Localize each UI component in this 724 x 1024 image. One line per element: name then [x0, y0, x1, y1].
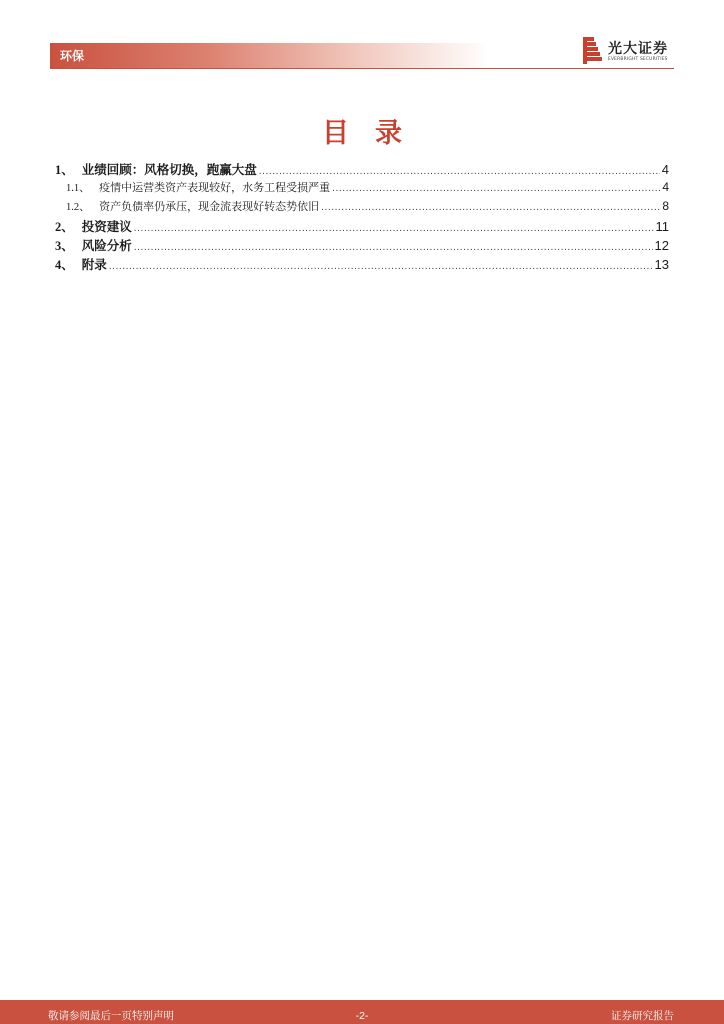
- toc-entry-separator: 、: [79, 181, 91, 194]
- toc-page-number: 12: [654, 238, 669, 253]
- toc-dot-leader: [259, 167, 660, 177]
- toc-subsection-link[interactable]: [55, 179, 669, 198]
- toc-entry-number: 2: [55, 220, 62, 234]
- toc-subsection-link[interactable]: [55, 198, 669, 217]
- toc-entry-number: 3: [55, 239, 62, 253]
- company-logo: [582, 37, 674, 65]
- toc-entry-title: 疫情中运营类资产表现较好，水务工程受损严重: [99, 181, 331, 194]
- logo-chinese-name: 光大证券: [608, 41, 668, 57]
- toc-entry-separator: 、: [61, 238, 74, 253]
- toc-page-number: 4: [662, 180, 669, 194]
- header-divider: [50, 68, 674, 69]
- toc-page-number: 4: [661, 162, 669, 177]
- toc-entry-separator: 、: [61, 219, 74, 234]
- toc-dot-leader: [109, 262, 653, 272]
- header-banner: [50, 43, 490, 68]
- toc-entry-number: 1: [55, 163, 62, 177]
- toc-entry-separator: 、: [79, 200, 91, 213]
- toc-dot-leader: [321, 203, 660, 213]
- toc-entry-number: 1.1: [66, 183, 80, 194]
- toc-heading: 目录: [322, 118, 428, 149]
- toc-dot-leader: [332, 184, 660, 194]
- toc-entry-number: 1.2: [66, 202, 80, 213]
- toc-section-link[interactable]: [55, 217, 669, 236]
- page-number: -2-: [355, 1010, 369, 1022]
- toc-dot-leader: [134, 243, 653, 253]
- report-type: 证券研究报告: [611, 1010, 674, 1022]
- logo-english-name: EVERBRIGHT SECURITIES: [608, 57, 668, 62]
- toc-entry-separator: 、: [61, 257, 74, 272]
- toc-section-link[interactable]: [55, 255, 669, 274]
- toc-entry-title: 资产负债率仍承压，现金流表现好转态势依旧: [99, 200, 320, 213]
- toc-entry-title: 附录: [81, 257, 107, 272]
- toc-page-number: 11: [655, 219, 669, 234]
- toc-dot-leader: [134, 224, 654, 234]
- sector-label: 环保: [60, 49, 85, 63]
- toc-entry-title: 风险分析: [81, 238, 132, 253]
- toc-entry-title: 业绩回顾：风格切换，跑赢大盘: [81, 162, 257, 177]
- toc-entry-separator: 、: [61, 162, 74, 177]
- everbright-logo-icon: [582, 37, 604, 65]
- toc-section-link[interactable]: [55, 236, 669, 255]
- toc-entry-title: 投资建议: [81, 219, 132, 234]
- table-of-contents: [55, 160, 669, 274]
- toc-section-link[interactable]: [55, 160, 669, 179]
- disclaimer-note: 敬请参阅最后一页特别声明: [48, 1010, 174, 1022]
- toc-page-number: 13: [654, 257, 669, 272]
- toc-entry-number: 4: [55, 258, 62, 272]
- toc-page-number: 8: [662, 199, 669, 213]
